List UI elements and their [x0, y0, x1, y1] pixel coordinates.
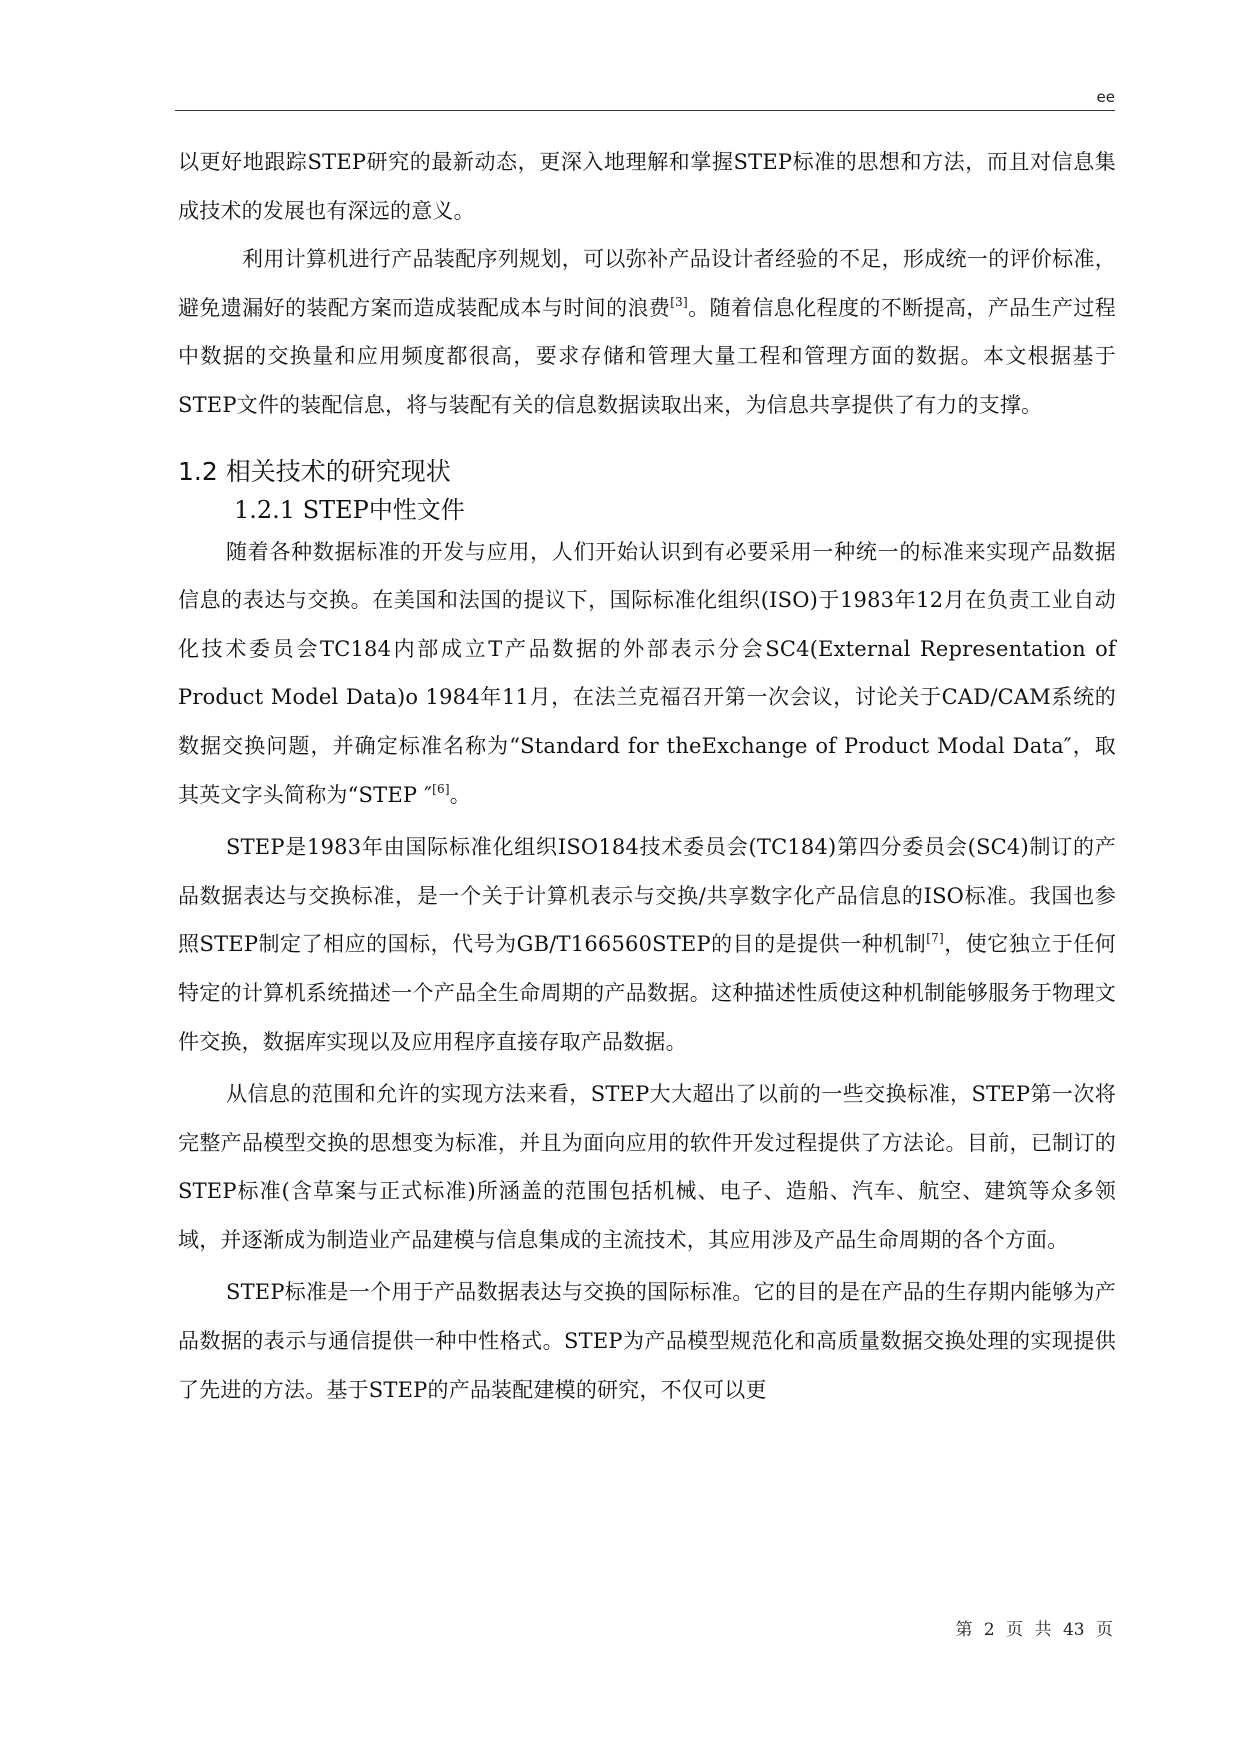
- paragraph-2-text-b: 。随着信息化程度的不断提高，产品生产过程中数据的交换量和应用频度都很高，要求存储和管理大量工程和管理方面的数据。本文根据基于STEP文件的装配信息，将与装配有关的信息数据读取出来，为信息共享提供了有力的支撑。: [178, 295, 1116, 417]
- paragraph-4-text-a: STEP是1983年由国际标准化组织ISO184技术委员会(TC184)第四分委员会(SC4)制订的产品数据表达与交换标准，是一个关于计算机表示与交换/共享数字化产品信息的ISO标准。我国也参照STEP制定了相应的国标，代号为GB/T166560STEP的目的是提供一种机制: [178, 835, 1116, 957]
- page-header-text: ee: [1096, 88, 1115, 106]
- header-rule: [175, 110, 1115, 111]
- paragraph-1: 以更好地跟踪STEP研究的最新动态，更深入地理解和掌握STEP标准的思想和方法，而且对信息集成技术的发展也有深远的意义。: [178, 150, 1116, 223]
- paragraph-5: 从信息的范围和允许的实现方法来看，STEP大大超出了以前的一些交换标准，STEP第一次将完整产品模型交换的思想变为标准，并且为面向应用的软件开发过程提供了方法论。目前，已制订的STEP标准(含草案与正式标准)所涵盖的范围包括机械、电子、造船、汽车、航空、建筑等众多领域，并逐渐成为制造业产品建模与信息集成的主流技术，其应用涉及产品生命周期的各个方面。: [178, 1082, 1116, 1252]
- paragraph-3: [178, 528, 1116, 820]
- subsection-heading: 1.2.1 STEP中性文件: [234, 495, 465, 524]
- citation-3: [3]: [670, 294, 688, 309]
- paragraph-4-text-b: ，使它独立于任何特定的计算机系统描述一个产品全生命周期的产品数据。这种描述性质使这种机制能够服务于物理文件交换，数据库实现以及应用程序直接存取产品数据。: [178, 932, 1117, 1054]
- citation-6: [6]: [432, 781, 450, 796]
- document-body: [178, 138, 1116, 1414]
- paragraph-4: [178, 823, 1116, 1066]
- paragraph-3-text-a: 随着各种数据标准的开发与应用，人们开始认识到有必要采用一种统一的标准来实现产品数据信息的表达与交换。在美国和法国的提议下，国际标准化组织(ISO)于1983年12月在负责工业自动化技术委员会TC184内部成立T产品数据的外部表示分会SC4(External Representation of Product Model Data)o 1984年11月，在法兰克福召开第一次会议，讨论关于CAD/CAM系统的数据交换问题，并确定标准名称为“Standard for theExchange of Product Modal Data″，取其英文字头简称为“STEP ″: [178, 539, 1116, 807]
- page-number-footer: 第 2 页 共 43 页: [955, 1620, 1113, 1640]
- section-heading: 1.2 相关技术的研究现状: [178, 456, 451, 486]
- citation-7: [7]: [926, 931, 944, 946]
- paragraph-6: STEP标准是一个用于产品数据表达与交换的国际标准。它的目的是在产品的生存期内能够为产品数据的表示与通信提供一种中性格式。STEP为产品模型规范化和高质量数据交换处理的实现提供了先进的方法。基于STEP的产品装配建模的研究，不仅可以更: [178, 1280, 1116, 1402]
- paragraph-3-text-b: 。: [449, 782, 471, 807]
- paragraph-2-text-a: 利用计算机进行产品装配序列规划，可以弥补产品设计者经验的不足，形成统一的评价标准，避免遗漏好的装配方案而造成装配成本与时间的浪费: [178, 247, 1116, 320]
- paragraph-2: [178, 235, 1116, 429]
